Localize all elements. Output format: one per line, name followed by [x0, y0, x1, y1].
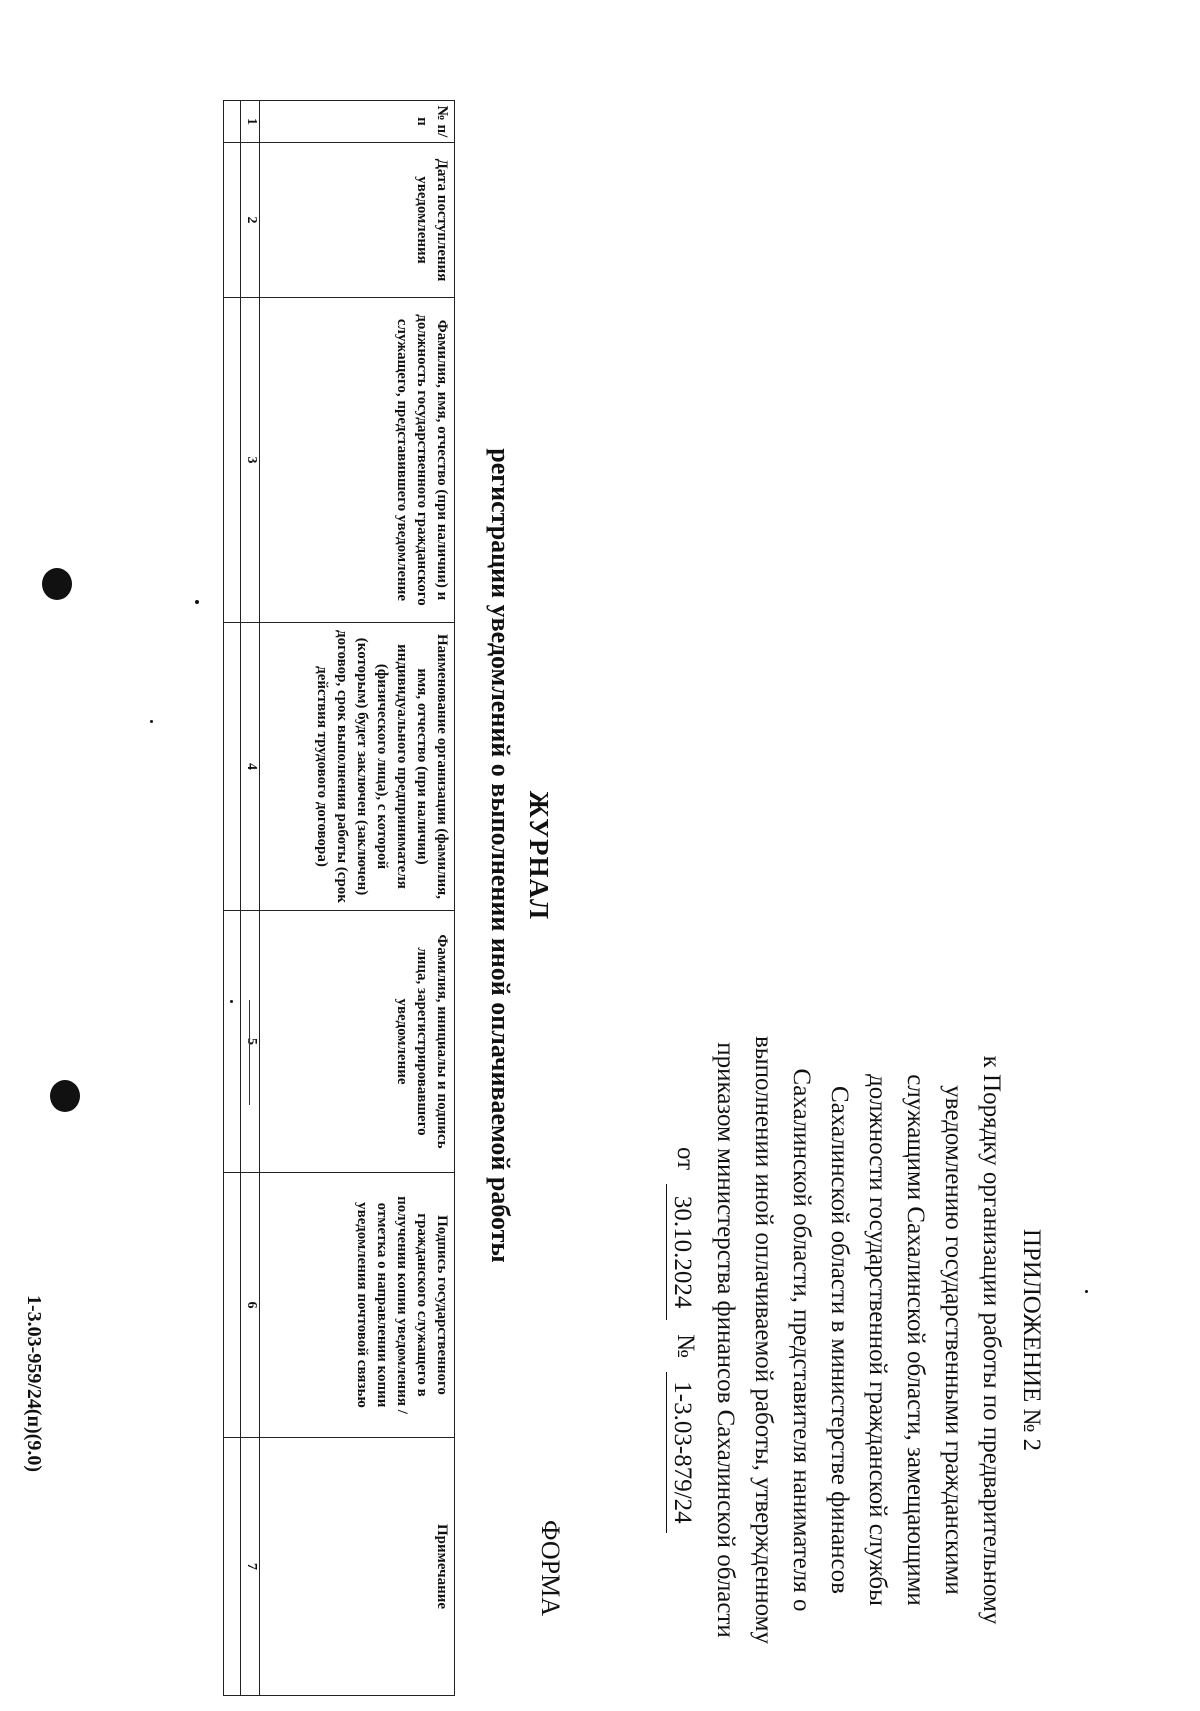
- appendix-basis-text: к Порядку организации работы по предварительному уведомлению государственными гражданскими служащими Сахалинской области, замещающими должности государственной гражданской службы Сахалинской области в министерстве финансов Сахалинской области, представителя нанимателя о выполнении иной оплачиваемой работы, утвержденному приказом министерства финансов Сахалинской области: [712, 1036, 1005, 1644]
- table-cell: [224, 1173, 241, 1438]
- table-cell: [224, 623, 241, 911]
- journal-title: ЖУРНАЛ: [524, 790, 554, 921]
- speck: [1085, 1290, 1088, 1293]
- speck: [230, 1000, 233, 1003]
- col-header-employee: Фамилия, имя, отчество (при наличии) и должность государственного гражданского служащего, представившего уведомление: [260, 298, 455, 623]
- col-header-date: Дата поступления уведомления: [260, 143, 455, 298]
- table-row: [224, 101, 241, 1696]
- hole-punch-mark: [42, 568, 72, 600]
- approval-line: [666, 1030, 704, 1650]
- approval-date: 30.10.2024: [666, 1184, 697, 1320]
- col-number-5: 5: [241, 911, 260, 1173]
- form-label: ФОРМА: [536, 1520, 565, 1616]
- col-header-organization: Наименование организации (фамилия, имя, отчество (при наличии) индивидуального предпринимателя (физического лица), с которой (которым) будет заключен (заключен) договор, срок выполнения работы (срок действия трудового договора): [260, 623, 455, 911]
- table-cell: [224, 298, 241, 623]
- table-cell: [224, 101, 241, 143]
- col-number-7: 7: [241, 1438, 260, 1696]
- appendix-block: [666, 1030, 1050, 1650]
- hole-punch-mark: [50, 1080, 80, 1112]
- journal-subtitle: регистрации уведомлений о выполнении иной оплачиваемой работы: [486, 448, 515, 1263]
- approval-number: 1-3.03-879/24: [666, 1372, 697, 1533]
- table-header-row: [260, 101, 455, 1696]
- table-cell: [224, 1438, 241, 1696]
- col-number-1: 1: [241, 101, 260, 143]
- col-header-number: № п/п: [260, 101, 455, 143]
- col-number-6: 6: [241, 1173, 260, 1438]
- appendix-title: ПРИЛОЖЕНИЕ № 2: [1018, 1228, 1045, 1452]
- document-code: 1-3.03-959/24(п)(9.0): [23, 1295, 45, 1473]
- col-header-registrar: Фамилия, инициалы и подпись лица, зарегистрировавшего уведомление: [260, 911, 455, 1173]
- col-header-signature: Подпись государственного гражданского служащего в получении копии уведомления / отметка о направлении копии уведомления почтовой связью: [260, 1173, 455, 1438]
- table-cell: [224, 143, 241, 298]
- table-cell: [224, 911, 241, 1173]
- speck: [195, 600, 199, 604]
- col-header-note: Примечание: [260, 1438, 455, 1696]
- stray-mark: [249, 1000, 250, 1105]
- col-number-4: 4: [241, 623, 260, 911]
- col-number-2: 2: [241, 143, 260, 298]
- date-prefix: от: [672, 1147, 699, 1171]
- col-number-3: 3: [241, 298, 260, 623]
- journal-table: [223, 100, 455, 1696]
- number-sign: №: [672, 1334, 699, 1358]
- speck: [150, 720, 153, 723]
- journal-heading: [482, 0, 560, 1711]
- table-number-row: [241, 101, 260, 1696]
